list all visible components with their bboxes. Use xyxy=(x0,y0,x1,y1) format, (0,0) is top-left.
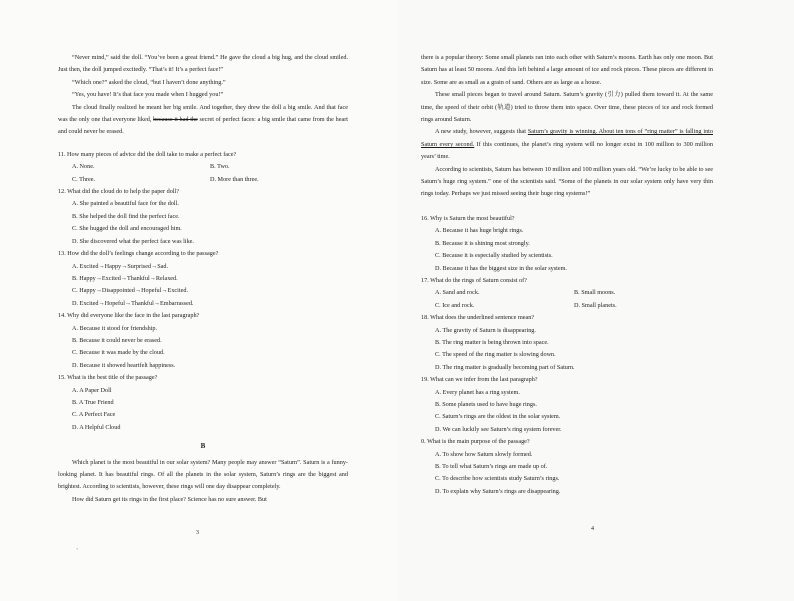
answer-option: C. Three. xyxy=(72,175,96,183)
question-stem: 15. What is the best title of the passage? xyxy=(58,374,158,382)
answer-option: C. Because it is especially studied by scientists. xyxy=(435,252,553,260)
answer-options xyxy=(421,225,713,275)
questions-16-20 xyxy=(421,213,713,498)
answer-option: D. To explain why Saturn’s rings are disappearing. xyxy=(435,487,561,495)
answer-option: C. To describe how scientists study Saturn’s rings. xyxy=(435,475,560,483)
passage-a-paragraph-4 xyxy=(58,102,348,139)
passage-a-paragraph-2: “Which one?” asked the cloud, “but I haven’t done anything.” xyxy=(72,78,226,86)
question-stem: 13. How did the doll’s feelings change according to the passage? xyxy=(58,250,219,258)
para4-text-b: secret of perfect faces: a big smile that came from the heart and could never be erased. xyxy=(58,116,348,136)
answer-option: D. More than three. xyxy=(210,175,259,183)
answer-options xyxy=(58,161,348,186)
question-stem: 16. Why is Saturn the most beautiful? xyxy=(421,214,515,222)
passage-b-paragraph-3: there is a popular theory: Some small planets ran into each other with Saturn’s moons. Earth has only one moon. But Saturn has at least 50 moons. And this left behind a large amount of ice and rock pieces. These pieces are different in size. Some are as small as a grain of sand. Others are as large as a house. xyxy=(421,54,713,86)
answer-option: B. Two. xyxy=(210,163,230,171)
answer-options xyxy=(421,325,713,375)
answer-option: D. Because it has the biggest size in the solar system. xyxy=(435,264,567,272)
para4-struck-text: because it had the xyxy=(153,116,198,124)
answer-options xyxy=(58,261,348,311)
question-stem: 18. What does the underlined sentence mean? xyxy=(421,314,535,322)
answer-options xyxy=(421,387,713,437)
answer-option: A. Excited→Happy→Surprised→Sad. xyxy=(72,262,169,270)
p3-text-a: A new study, however, suggests that xyxy=(435,128,528,136)
question-stem: 0. What is the main purpose of the passage? xyxy=(421,438,530,446)
page-number-right: 4 xyxy=(591,526,594,532)
answer-option: C. The speed of the ring matter is slowing down. xyxy=(435,351,556,359)
answer-option: B. A True Friend xyxy=(72,398,114,406)
answer-option: C. Happy→Disappointed→Hopeful→Excited. xyxy=(72,287,188,295)
passage-b-paragraph-2: How did Saturn get its rings in the first place? Science has no sure answer. But xyxy=(72,495,267,503)
left-column xyxy=(58,52,348,506)
answer-option: A. To show how Saturn slowly formed. xyxy=(435,450,533,458)
answer-option: B. Because it could never be erased. xyxy=(72,336,162,344)
right-column xyxy=(421,52,713,498)
answer-option: B. Happy→Excited→Thankful→Relaxed. xyxy=(72,274,178,282)
answer-option: C. Saturn’s rings are the oldest in the solar system. xyxy=(435,413,561,421)
passage-b-paragraph-5 xyxy=(421,126,713,163)
answer-option: D. We can luckily see Saturn’s ring system forever. xyxy=(435,425,562,433)
answer-option: A. Every planet has a ring system. xyxy=(435,388,520,396)
answer-option: C. Because it was made by the cloud. xyxy=(72,349,165,357)
answer-option: D. Because it showed heartfelt happiness. xyxy=(72,361,176,369)
page-number-left: 3 xyxy=(196,530,199,536)
answer-option: C. A Perfect Face xyxy=(72,411,116,419)
answer-option: C. She hugged the doll and encouraged him. xyxy=(72,225,182,233)
passage-a-paragraph-3: “Yes, you have! It’s that face you made when I hugged you!” xyxy=(72,91,224,99)
pen-mark: ˎ xyxy=(76,542,79,550)
passage-b-paragraph-6: According to scientists, Saturn has between 10 million and 100 million years old. “We’re lucky to be able to see Saturn’s huge ring system.” one of the scientists said. “Some of the planets in our solar system only have very thin rings today. Perhaps we just missed seeing their huge ring systems!” xyxy=(421,165,713,198)
answer-options xyxy=(58,198,348,248)
answer-option: B. To tell what Saturn’s rings are made up of. xyxy=(435,463,548,470)
question-stem: 19. What can we infer from the last paragraph? xyxy=(421,376,538,384)
answer-option: B. The ring matter is being thrown into space. xyxy=(435,338,549,346)
question-stem: 17. What do the rings of Saturn consist of? xyxy=(421,276,527,284)
passage-a-paragraph-1: “Never mind,” said the doll. “You’ve been a great friend.” He gave the cloud a big hug, and the cloud smiled. Just then, the doll jumped excitedly. “That’s it! It’s a perfect face!” xyxy=(58,54,348,74)
questions-11-15 xyxy=(58,149,348,434)
section-heading-b: B xyxy=(200,442,206,451)
underlined-sentence: Saturn’s gravity is winning. About ten tons of “ring matter” is falling into Saturn every second. xyxy=(421,128,713,148)
answer-option: D. A Helpful Cloud xyxy=(72,423,121,431)
question-stem: 14. Why did everyone like the face in the last paragraph? xyxy=(58,312,200,320)
question-stem: 11. How many pieces of advice did the doll take to make a perfect face? xyxy=(58,150,237,158)
answer-options xyxy=(58,323,348,373)
answer-option: A. A Paper Doll xyxy=(72,386,112,394)
answer-option: A. The gravity of Saturn is disappearing. xyxy=(435,326,536,334)
p3-text-b: If this continues, the planet’s ring system will no longer exist in 100 million to 300 million years’ time. xyxy=(421,140,714,161)
answer-option: D. Excited→Hopeful→Thankful→Embarrassed. xyxy=(72,299,194,307)
answer-option: B. She helped the doll find the perfect face. xyxy=(72,212,180,220)
para4-text-a: The cloud finally realized he meant her big smile. And together, they drew the doll a big smile. And that face was the only one that everyone liked, xyxy=(58,103,348,124)
passage-b-paragraph-4: These small pieces began to travel around Saturn. Saturn’s gravity (引力) pulled them toward it. At the same time, the speed of their orbit (轨道) tried to throw them into space. Over time, these pieces of ice and rock formed rings around Saturn. xyxy=(421,91,713,124)
answer-option: A. Because it stood for friendship. xyxy=(72,324,158,332)
answer-option: D. The ring matter is gradually becoming part of Saturn. xyxy=(435,363,575,371)
answer-option: A. None. xyxy=(72,163,95,171)
passage-b-paragraph-1: Which planet is the most beautiful in our solar system? Many people may answer “Saturn”. Saturn is a funny-looking planet. It has beautiful rings. Of all the planets in the solar system, Saturn’s rings are the biggest and brightest. According to scientists, however, these rings will one day disappear completely. xyxy=(58,458,348,491)
answer-options xyxy=(58,385,348,435)
answer-options xyxy=(421,287,713,312)
answer-option: B. Some planets used to have huge rings. xyxy=(435,400,537,408)
answer-option: A. Because it has huge bright rings. xyxy=(435,227,524,235)
answer-option: C. Ice and rock. xyxy=(435,301,475,309)
answer-option: B. Because it is shining most strongly. xyxy=(435,239,530,247)
answer-option: A. Sand and rock. xyxy=(435,289,480,297)
answer-option: A. She painted a beautiful face for the doll. xyxy=(72,200,179,208)
answer-option: D. She discovered what the perfect face was like. xyxy=(72,237,194,245)
answer-options xyxy=(421,449,713,499)
answer-option: D. Small planets. xyxy=(574,301,617,309)
question-stem: 12. What did the cloud do to help the paper doll? xyxy=(58,188,180,196)
answer-option: B. Small moons. xyxy=(574,289,616,297)
right-page xyxy=(397,0,794,601)
